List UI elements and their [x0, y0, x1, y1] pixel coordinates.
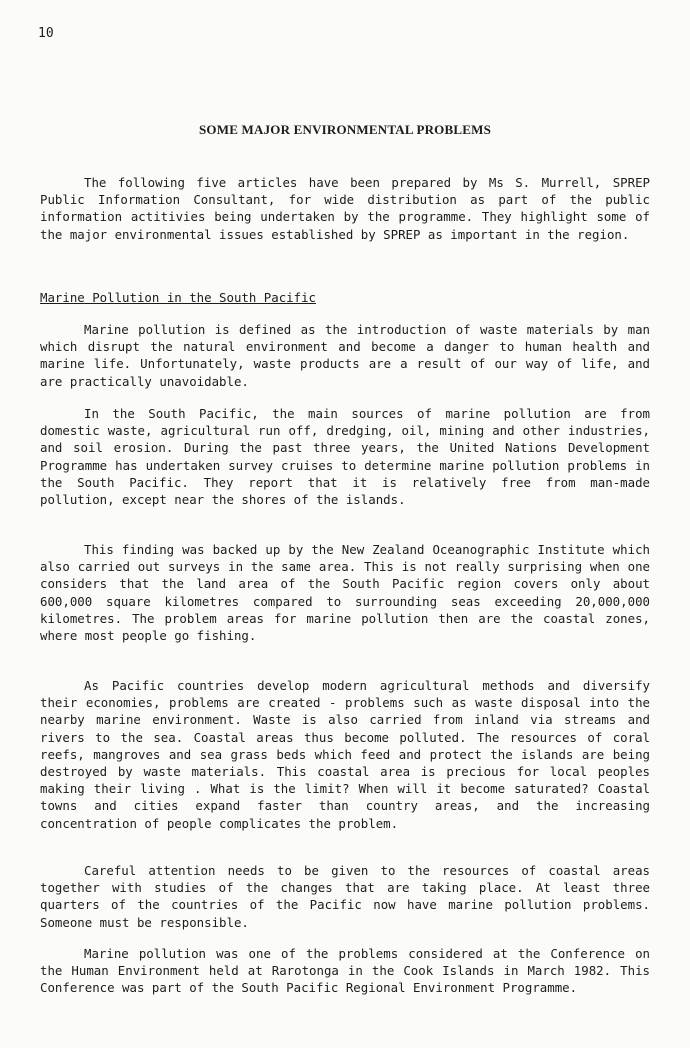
intro-paragraph: The following five articles have been prepared by Ms S. Murrell, SPREP Public Information Consultant, for wide distribution as part of the public information actitivies being undertaken by the programme. They highlight some of the major environmental issues established by SPREP as important in the region.: [40, 175, 650, 242]
paragraph-development: As Pacific countries develop modern agricultural methods and diversify their economies, problems are created - problems such as waste disposal into the nearby marine environment. Waste is also carried from inland via streams and rivers to the sea. Coastal areas thus become polluted. The resources of coral reefs, mangroves and sea grass beds which feed and protect the islands are being destroyed by waste materials. This coastal area is precious for local peoples making their living . What is the limit? When will it become saturated? Coastal towns and cities expand faster than country areas, and the increasing concentration of people complicates the problem.: [40, 678, 650, 831]
paragraph-sources: In the South Pacific, the main sources of marine pollution are from domestic waste, agricultural run off, dredging, oil, mining and other industries, and soil erosion. During the past three years, the United Nations Development Programme has undertaken survey cruises to determine marine pollution problems in the South Pacific. They report that it is relatively free from man-made pollution, except near the shores of the islands.: [40, 406, 650, 508]
paragraph-conference: Marine pollution was one of the problems considered at the Conference on the Human Environment held at Rarotonga in the Cook Islands in March 1982. This Conference was part of the South Pacific Regional Environment Programme.: [40, 946, 650, 996]
paragraph-attention: Careful attention needs to be given to the resources of coastal areas together with studies of the changes that are taking place. At least three quarters of the countries of the Pacific now have marine pollution problems. Someone must be responsible.: [40, 863, 650, 930]
paragraph-definition: Marine pollution is defined as the introduction of waste materials by man which disrupt the natural environment and become a danger to human health and marine life. Unfortunately, waste products are a result of our way of life, and are practically unavoidable.: [40, 322, 650, 389]
paragraph-finding: This finding was backed up by the New Zealand Oceanographic Institute which also carried out surveys in the same area. This is not really surprising when one considers that the land area of the South Pacific region covers only about 600,000 square kilometres compared to surrounding seas exceeding 20,000,000 kilometres. The problem areas for marine pollution then are the coastal zones, where most people go fishing.: [40, 542, 650, 644]
section-heading: Marine Pollution in the South Pacific: [40, 290, 317, 305]
page-number: 10: [38, 26, 54, 41]
page-title: SOME MAJOR ENVIRONMENTAL PROBLEMS: [198, 122, 492, 137]
